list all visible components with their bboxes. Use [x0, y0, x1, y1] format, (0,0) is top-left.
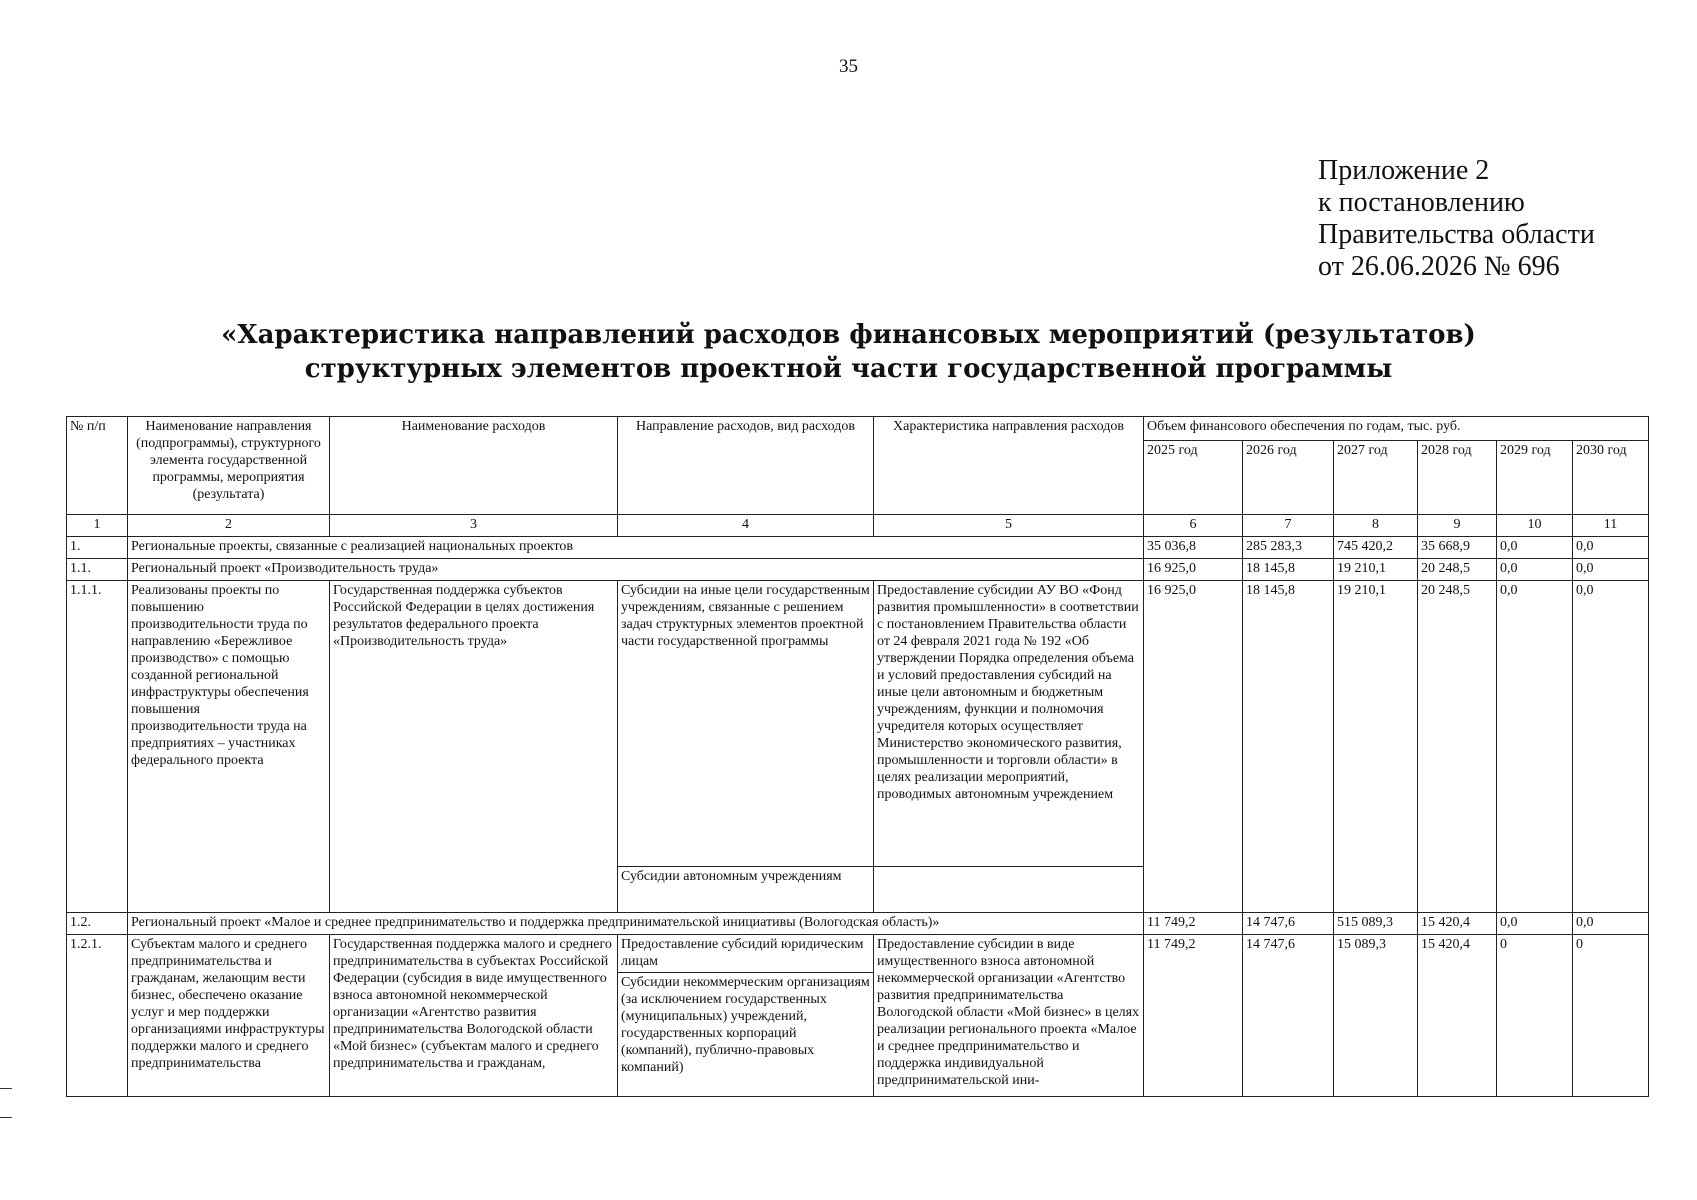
row-value: 285 283,3: [1243, 537, 1334, 559]
row-value: 15 420,4: [1418, 935, 1497, 1097]
row-number: 1.1.: [67, 559, 128, 581]
column-numbers-row: [67, 515, 1649, 537]
row-value: 0: [1573, 935, 1649, 1097]
row-value: 745 420,2: [1334, 537, 1418, 559]
appendix-line: Приложение 2: [1318, 155, 1490, 186]
row-characteristic: Предоставление субсидии АУ ВО «Фонд развития промышленности» в соответствии с постановлением Правительства области от 24 февраля 2021 года № 192 «Об утверждении Порядка определения объема и условий предоставления субсидий на иные цели автономным и бюджетным учреждениям, функции и полномочия учредителя которых осуществляет Министерство экономического развития, промышленности и торговли области» в целях реализации мероприятий, проводимых автономным учреждением: [874, 581, 1144, 867]
margin-mark: [0, 1117, 12, 1118]
row-characteristic-empty: [874, 867, 1144, 913]
column-number: 2: [128, 515, 330, 537]
header-funding: Объем финансового обеспечения по годам, тыс. руб.: [1144, 417, 1649, 441]
table-row: [67, 913, 1649, 935]
row-value: 0,0: [1573, 581, 1649, 913]
table-row: [67, 935, 1649, 973]
row-number: 1.: [67, 537, 128, 559]
header-name: Наименование направления (подпрограммы), структурного элемента государственной программы, мероприятия (результата): [128, 417, 330, 515]
column-number: 9: [1418, 515, 1497, 537]
row-name: Региональный проект «Малое и среднее предпринимательство и поддержка предпринимательской инициативы (Вологодская область)»: [128, 913, 1144, 935]
row-value: 15 420,4: [1418, 913, 1497, 935]
row-number: 1.2.1.: [67, 935, 128, 1097]
row-value: 35 036,8: [1144, 537, 1243, 559]
header-num: № п/п: [67, 417, 128, 515]
row-name: Региональные проекты, связанные с реализацией национальных проектов: [128, 537, 1144, 559]
row-name: Реализованы проекты по повышению производительности труда по направлению «Бережливое производство» с помощью созданной региональной инфраструктуры обеспечения повышения производительности труда на предприятиях – участниках федерального проекта: [128, 581, 330, 913]
row-value: 0: [1497, 935, 1573, 1097]
row-value: 19 210,1: [1334, 559, 1418, 581]
row-value: 14 747,6: [1243, 935, 1334, 1097]
column-number: 5: [874, 515, 1144, 537]
row-name: Субъектам малого и среднего предпринимательства и гражданам, желающим вести бизнес, обеспечено оказание услуг и мер поддержки организациями инфраструктуры поддержки малого и среднего предпринимательства: [128, 935, 330, 1097]
row-value: 18 145,8: [1243, 559, 1334, 581]
header-direction: Направление расходов, вид расходов: [618, 417, 874, 515]
row-value: 20 248,5: [1418, 581, 1497, 913]
row-value: 18 145,8: [1243, 581, 1334, 913]
header-year: 2026 год: [1243, 441, 1334, 515]
row-direction: Субсидии на иные цели государственным учреждениям, связанные с решением задач структурных элементов проектной части государственной программы: [618, 581, 874, 867]
table-header-row: [67, 417, 1649, 441]
row-value: 0,0: [1497, 913, 1573, 935]
appendix-line: от 26.06.2026 № 696: [1318, 251, 1560, 282]
table-row: [67, 559, 1649, 581]
margin-mark: [0, 1088, 12, 1089]
table-row: [67, 581, 1649, 867]
page-number: 35: [839, 56, 858, 77]
row-expense-name: Государственная поддержка субъектов Российской Федерации в целях достижения результатов федерального проекта «Производительность труда»: [330, 581, 618, 913]
header-year: 2029 год: [1497, 441, 1573, 515]
column-number: 4: [618, 515, 874, 537]
row-direction: Субсидии некоммерческим организациям (за исключением государственных (муниципальных) учреждений, государственных корпораций (компаний), публично-правовых компаний): [618, 973, 874, 1097]
row-value: 35 668,9: [1418, 537, 1497, 559]
row-direction: Предоставление субсидий юридическим лицам: [618, 935, 874, 973]
row-direction: Субсидии автономным учреждениям: [618, 867, 874, 913]
row-value: 15 089,3: [1334, 935, 1418, 1097]
row-value: 515 089,3: [1334, 913, 1418, 935]
row-value: 16 925,0: [1144, 559, 1243, 581]
row-characteristic: Предоставление субсидии в виде имущественного взноса автономной некоммерческой организации «Агентство развития предпринимательства Вологодской области «Мой бизнес» в целях реализации регионального проекта «Малое и среднее предпринимательство и поддержка индивидуальной предпринимательской ини-: [874, 935, 1144, 1097]
header-year: 2027 год: [1334, 441, 1418, 515]
column-number: 11: [1573, 515, 1649, 537]
row-value: 0,0: [1573, 559, 1649, 581]
row-name: Региональный проект «Производительность труда»: [128, 559, 1144, 581]
column-number: 7: [1243, 515, 1334, 537]
header-expense-name: Наименование расходов: [330, 417, 618, 515]
header-year: 2028 год: [1418, 441, 1497, 515]
row-value: 0,0: [1573, 913, 1649, 935]
table-row: [67, 537, 1649, 559]
appendix-line: к постановлению: [1318, 187, 1525, 218]
column-number: 6: [1144, 515, 1243, 537]
header-characteristic: Характеристика направления расходов: [874, 417, 1144, 515]
column-number: 3: [330, 515, 618, 537]
row-number: 1.1.1.: [67, 581, 128, 913]
row-expense-name: Государственная поддержка малого и среднего предпринимательства в субъектах Российской Федерации (субсидия в виде имущественного взноса автономной некоммерческой организации «Агентство развития предпринимательства Вологодской области «Мой бизнес» (субъектам малого и среднего предпринимательства и гражданам,: [330, 935, 618, 1097]
header-year: 2030 год: [1573, 441, 1649, 515]
row-value: 14 747,6: [1243, 913, 1334, 935]
row-value: 16 925,0: [1144, 581, 1243, 913]
column-number: 8: [1334, 515, 1418, 537]
row-value: 19 210,1: [1334, 581, 1418, 913]
appendix-header: [1318, 155, 1595, 283]
row-number: 1.2.: [67, 913, 128, 935]
document-title: [0, 318, 1697, 386]
row-value: 0,0: [1497, 581, 1573, 913]
appendix-line: Правительства области: [1318, 219, 1595, 250]
row-value: 0,0: [1497, 537, 1573, 559]
column-number: 10: [1497, 515, 1573, 537]
row-value: 11 749,2: [1144, 935, 1243, 1097]
column-number: 1: [67, 515, 128, 537]
row-value: 0,0: [1573, 537, 1649, 559]
row-value: 11 749,2: [1144, 913, 1243, 935]
header-year: 2025 год: [1144, 441, 1243, 515]
title-line: «Характеристика направлений расходов финансовых мероприятий (результатов): [221, 320, 1476, 350]
title-line: структурных элементов проектной части государственной программы: [304, 354, 1393, 384]
row-value: 0,0: [1497, 559, 1573, 581]
row-value: 20 248,5: [1418, 559, 1497, 581]
expenses-table: [66, 416, 1649, 1097]
